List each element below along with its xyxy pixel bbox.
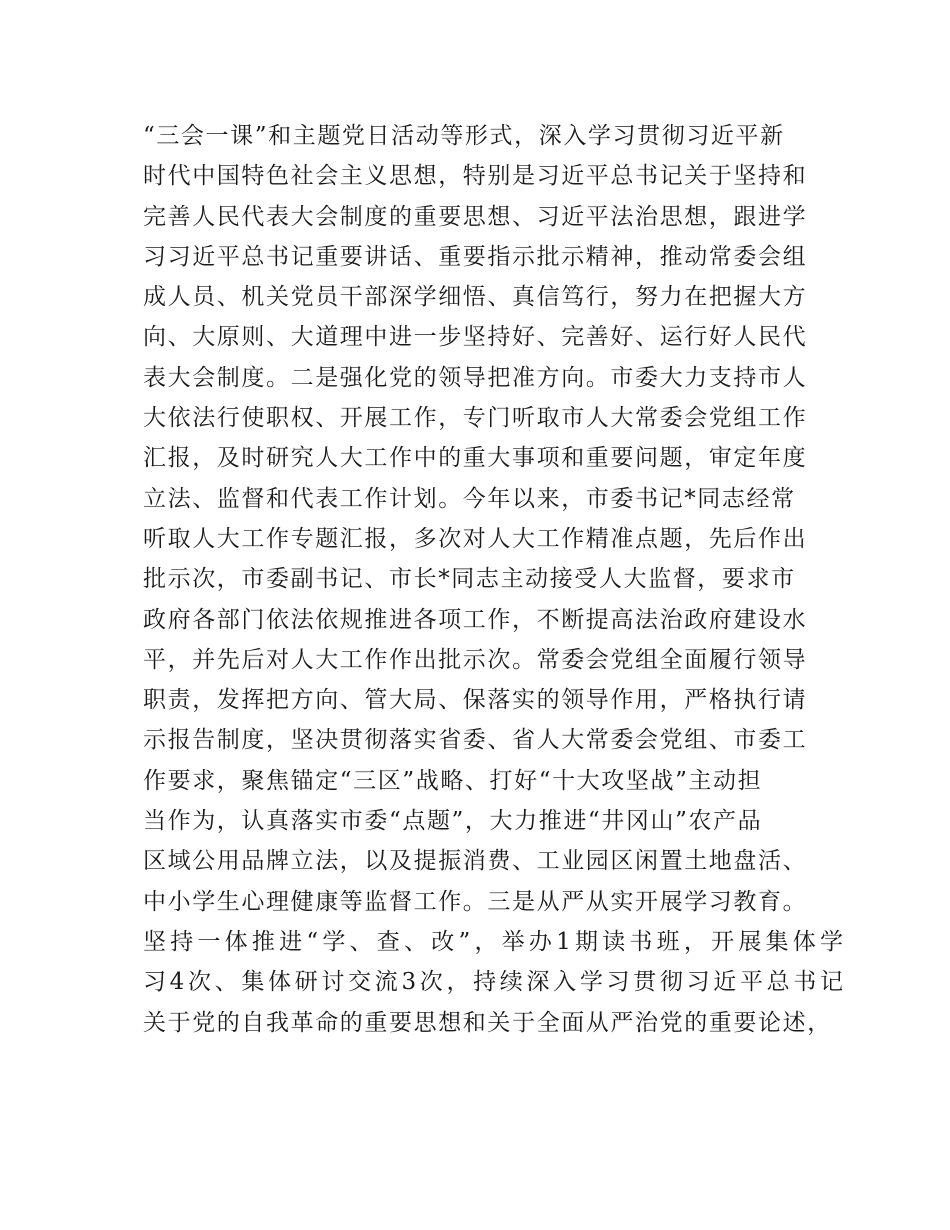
text-line: 作要求，聚焦锚定“三区”战略、打好“十大攻坚战”主动担 bbox=[143, 767, 763, 794]
text-line: 习习近平总书记重要讲话、重要指示批示精神，推动常委会组 bbox=[143, 243, 808, 270]
text-line: 批示次，市委副书记、市长*同志主动接受人大监督，要求市 bbox=[143, 566, 796, 593]
text-line: 示报告制度，坚决贯彻落实省委、省人大常委会党组、市委工 bbox=[143, 727, 808, 754]
text-line: 时代中国特色社会主义思想，特别是习近平总书记关于坚持和 bbox=[143, 163, 808, 190]
text-line: “三会一课”和主题党日活动等形式，深入学习贯彻习近平新 bbox=[143, 123, 785, 149]
text-line: 表大会制度。二是强化党的领导把准方向。市委大力支持市人 bbox=[143, 364, 808, 391]
text-line: 大依法行使职权、开展工作，专门听取市人大常委会党组工作 bbox=[143, 405, 808, 432]
text-line: 习4次、集体研讨交流3次，持续深入学习贯彻习近平总书记 bbox=[143, 969, 843, 996]
text-line: 成人员、机关党员干部深学细悟、真信笃行，努力在把握大方 bbox=[143, 284, 808, 311]
text-line: 立法、监督和代表工作计划。今年以来，市委书记*同志经常 bbox=[143, 485, 796, 512]
text-line: 当作为，认真落实市委“点题”，大力推进“井冈山”农产品 bbox=[143, 808, 763, 835]
text-line: 坚持一体推进“学、查、改”，举办1期读书班，开展集体学 bbox=[143, 928, 843, 955]
text-line: 汇报，及时研究人大工作中的重大事项和重要问题，审定年度 bbox=[143, 445, 808, 472]
text-line: 中小学生心理健康等监督工作。三是从严从实开展学习教育。 bbox=[143, 888, 808, 915]
text-line: 平，并先后对人大工作作出批示次。常委会党组全面履行领导 bbox=[143, 646, 808, 673]
text-line: 向、大原则、大道理中进一步坚持好、完善好、运行好人民代 bbox=[143, 324, 808, 351]
text-line: 职责，发挥把方向、管大局、保落实的领导作用，严格执行请 bbox=[143, 687, 808, 714]
text-line: 完善人民代表大会制度的重要思想、习近平法治思想，跟进学 bbox=[143, 203, 808, 230]
body-paragraph bbox=[143, 116, 843, 1043]
text-line: 关于党的自我革命的重要思想和关于全面从严治党的重要论述， bbox=[143, 1009, 832, 1036]
text-line: 区域公用品牌立法，以及提振消费、工业园区闲置土地盘活、 bbox=[143, 848, 808, 875]
text-line: 听取人大工作专题汇报，多次对人大工作精准点题，先后作出 bbox=[143, 525, 808, 552]
text-line: 政府各部门依法依规推进各项工作，不断提高法治政府建设水 bbox=[143, 606, 808, 633]
